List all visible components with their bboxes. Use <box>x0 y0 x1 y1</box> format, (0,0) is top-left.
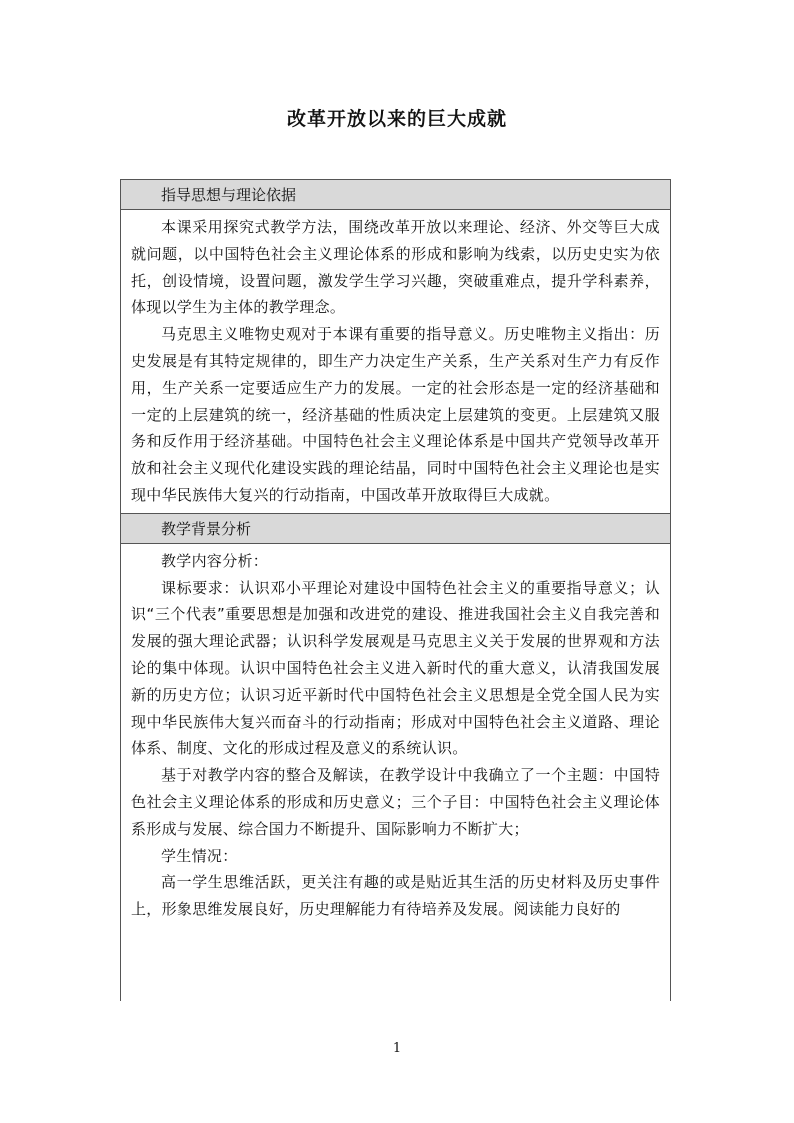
paragraph: 高一学生思维活跃，更关注有趣的或是贴近其生活的历史材料及历史事件上，形象思维发展良好，历史理解能力有待培养及发展。阅读能力良好的 <box>131 873 660 919</box>
paragraph: 学生情况： <box>161 846 238 865</box>
paragraph: 本课采用探究式教学方法，围绕改革开放以来理论、经济、外交等巨大成就问题，以中国特色社会主义理论体系的形成和影响为线索，以历史史实为依托，创设情境，设置问题，激发学生学习兴趣，突破重难点，提升学科素养，体现以学生为主体的教学理念。 <box>131 218 660 317</box>
paragraph: 课标要求：认识邓小平理论对建设中国特色社会主义的重要指导意义；认识“三个代表”重要思想是加强和改进党的建设、推进我国社会主义自我完善和发展的强大理论武器；认识科学发展观是马克思主义关于发展的世界观和方法论的集中体现。认识中国特色社会主义进入新时代的重大意义，认清我国发展新的历史方位；认识习近平新时代中国特色社会主义思想是全党全国人民为实现中华民族伟大复兴而奋斗的行动指南；形成对中国特色社会主义道路、理论体系、制度、文化的形成过程及意义的系统认识。 <box>131 578 660 758</box>
section-header-teaching-background: 教学背景分析 <box>121 514 670 544</box>
document-title: 改革开放以来的巨大成就 <box>286 108 507 130</box>
page-number: 1 <box>392 1041 402 1056</box>
paragraph: 基于对教学内容的整合及解读，在教学设计中我确立了一个主题：中国特色社会主义理论体系的形成和历史意义；三个子目：中国特色社会主义理论体系形成与发展、综合国力不断提升、国际影响力不断扩大； <box>131 766 660 838</box>
section-body-guiding-thought <box>121 210 670 514</box>
paragraph: 马克思主义唯物史观对于本课有重要的指导意义。历史唯物主义指出：历史发展是有其特定规律的，即生产力决定生产关系，生产关系对生产力有反作用，生产关系一定要适应生产力的发展。一定的社会形态是一定的经济基础和一定的上层建筑的统一，经济基础的性质决定上层建筑的变更。上层建筑又服务和反作用于经济基础。中国特色社会主义理论体系是中国共产党领导改革开放和社会主义现代化建设实践的理论结晶，同时中国特色社会主义理论也是实现中华民族伟大复兴的行动指南，中国改革开放取得巨大成就。 <box>131 325 660 504</box>
section-header-guiding-thought: 指导思想与理论依据 <box>121 180 670 210</box>
lesson-plan-table <box>120 179 671 1001</box>
section-body-teaching-background <box>121 544 670 927</box>
paragraph: 教学内容分析： <box>161 551 269 570</box>
